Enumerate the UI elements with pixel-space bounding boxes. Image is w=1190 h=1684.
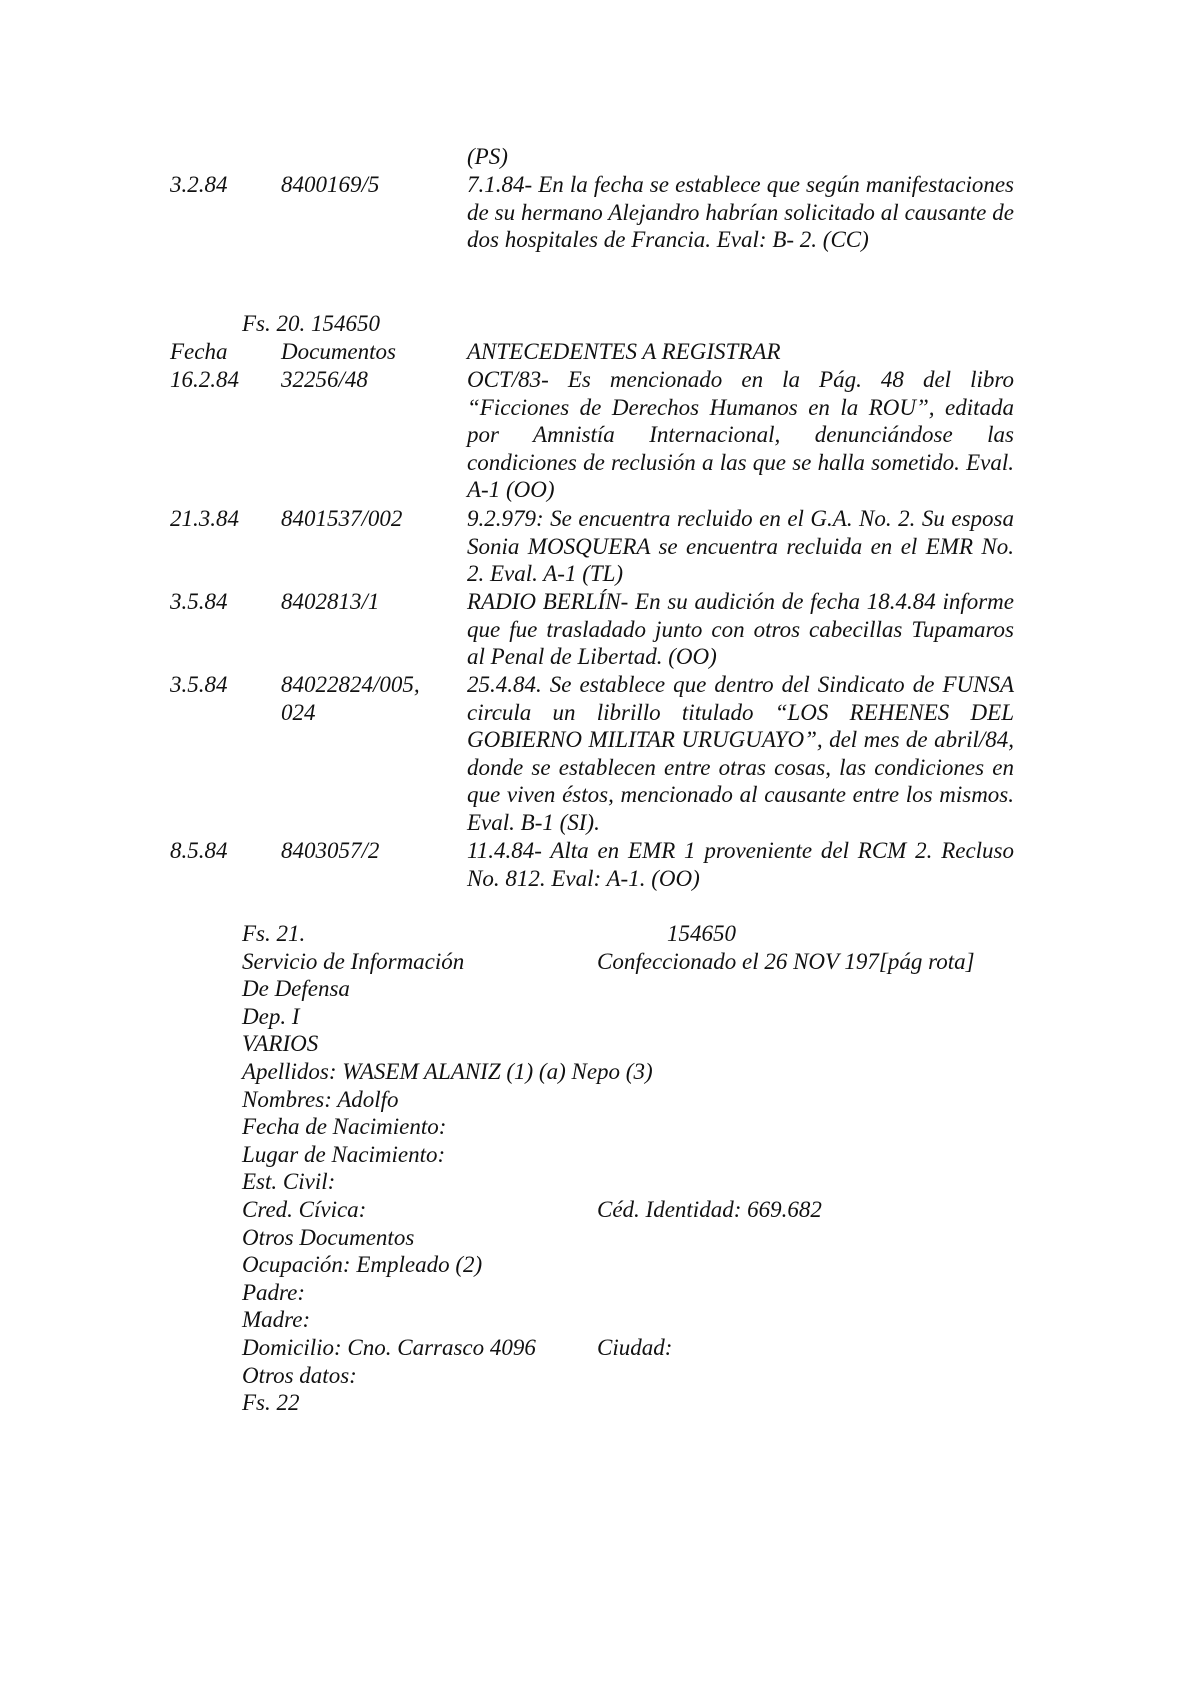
entry-text: 25.4.84. Se establece que dentro del Sindicato de FUNSA circula un librillo titulado “LOS REHENES DEL GOBIERNO MILITAR URUGUAYO”, del mes de abril/84, donde se establecen entre otras cosas, las condiciones en que viven éstos, mencionado al causante entre los mismos. Eval. B-1 (SI). [467,672,1014,835]
entry-date: 16.2.84 [170,367,239,392]
fecha-nacimiento-field: Fecha de Nacimiento: [242,1114,447,1139]
entry-date: 8.5.84 [170,838,228,863]
entry-date: 3.2.84 [170,172,228,197]
column-header-documents: Documentos [281,339,396,364]
column-header-antecedents: ANTECEDENTES A REGISTRAR [467,339,781,364]
entry-document: 8400169/5 [281,172,380,197]
entry-text: 9.2.979: Se encuentra recluido en el G.A. No. 2. Su esposa Sonia MOSQUERA se encuentra recluida en el EMR No. 2. Eval. A-1 (TL) [467,506,1014,586]
entry-date: 21.3.84 [170,506,239,531]
entry-text: RADIO BERLÍN- En su audición de fecha 18.4.84 informe que fue trasladado junto con otros cabecillas Tupamaros al Penal de Libertad. (OO) [467,589,1014,669]
lugar-nacimiento-field: Lugar de Nacimiento: [242,1142,446,1167]
entry-document: 32256/48 [281,367,368,392]
entry-document: 84022824/005, 024 [281,672,420,725]
entry-document: 8403057/2 [281,838,380,863]
credencial-civica-field: Cred. Cívica: [242,1197,367,1222]
otros-datos-field: Otros datos: [242,1363,357,1388]
cedula-identidad-field: Céd. Identidad: 669.682 [597,1197,822,1222]
nombres-field: Nombres: Adolfo [242,1087,399,1112]
padre-field: Padre: [242,1280,306,1305]
entry-date: 3.5.84 [170,672,228,697]
apellidos-field: Apellidos: WASEM ALANIZ (1) (a) Nepo (3) [242,1059,653,1084]
otros-documentos-field: Otros Documentos [242,1225,415,1250]
fs22-heading: Fs. 22 [242,1390,300,1415]
entry-text: 7.1.84- En la fecha se establece que según manifestaciones de su hermano Alejandro habrían solicitado al causante de dos hospitales de Francia. Eval: B- 2. (CC) [467,172,1014,252]
madre-field: Madre: [242,1307,311,1332]
ciudad-field: Ciudad: [597,1335,673,1360]
entry-date: 3.5.84 [170,589,228,614]
entry-document: 8402813/1 [281,589,380,614]
ps-note: (PS) [467,144,508,169]
column-header-date: Fecha [170,339,228,364]
made-date-line: Confeccionado el 26 NOV 197[pág rota] [597,949,975,974]
entry-text: 11.4.84- Alta en EMR 1 proveniente del RCM 2. Recluso No. 812. Eval: A-1. (OO) [467,838,1014,891]
domicilio-field: Domicilio: Cno. Carrasco 4096 [242,1335,536,1360]
entry-document: 8401537/002 [281,506,403,531]
ocupacion-field: Ocupación: Empleado (2) [242,1252,483,1277]
estado-civil-field: Est. Civil: [242,1169,336,1194]
fs21-heading: Fs. 21. [242,921,306,946]
entry-text: OCT/83- Es mencionado en la Pág. 48 del libro “Ficciones de Derechos Humanos en la ROU”, editada por Amnistía Internacional, denunciándose las condiciones de reclusión a las que se halla sometido. Eval. A-1 (OO) [467,367,1014,502]
fs20-heading: Fs. 20. 154650 [242,311,380,336]
varios-line: VARIOS [242,1031,319,1056]
service-line: Servicio de Información [242,949,465,974]
defense-line: De Defensa [242,976,350,1001]
department-line: Dep. I [242,1004,300,1029]
fs21-number: 154650 [667,921,736,946]
